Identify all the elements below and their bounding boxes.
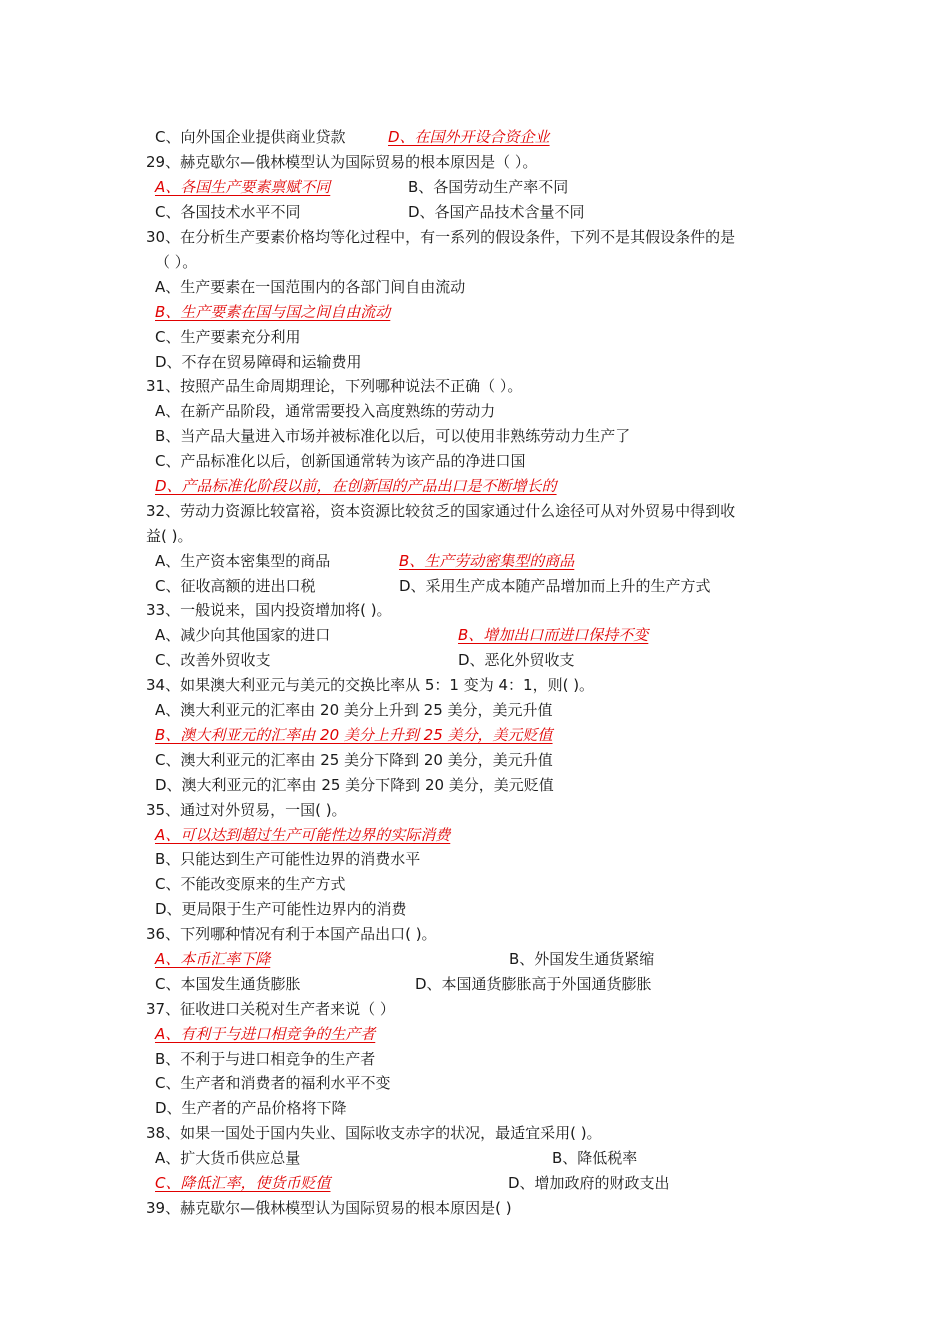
line-text: 35、通过对外贸易，一国( )。 [146, 801, 347, 819]
line-text: C、产品标准化以后，创新国通常转为该产品的净进口国 [155, 452, 526, 470]
option-line [155, 476, 569, 496]
option-line [155, 302, 404, 322]
line-text: C、改善外贸收支 [155, 651, 271, 669]
option-line [155, 949, 655, 969]
line-text: B、不利于与进口相竞争的生产者 [155, 1050, 376, 1068]
line-text: 32、劳动力资源比较富裕，资本资源比较贫乏的国家通过什么途径可从对外贸易中得到收 [146, 502, 736, 520]
line-text: C、生产者和消费者的福利水平不变 [155, 1074, 391, 1092]
line-text: D、澳大利亚元的汇率由 25 美分下降到 20 美分，美元贬值 [155, 776, 554, 794]
option-line [155, 401, 495, 421]
option-line [155, 451, 525, 471]
line-text: 39、赫克歇尔—俄林模型认为国际贸易的根本原因是( ) [146, 1199, 512, 1217]
line-text: D、本国通货膨胀高于外国通货膨胀 [415, 975, 652, 993]
question-line [146, 376, 522, 396]
line-text: D、恶化外贸收支 [458, 651, 575, 669]
line-text: 29、赫克歇尔—俄林模型认为国际贸易的根本原因是（ ）。 [146, 153, 538, 171]
option-line [155, 576, 711, 596]
line-text: 37、征收进口关税对生产者来说（ ） [146, 1000, 395, 1018]
line-text: B、降低税率 [552, 1149, 638, 1167]
question-line [146, 999, 395, 1019]
question-line [146, 924, 437, 944]
answer-text: B、澳大利亚元的汇率由 20 美分上升到 25 美分，美元贬值 [155, 726, 553, 744]
option-line [155, 750, 553, 770]
question-line [146, 1123, 602, 1143]
answer-text: A、可以达到超过生产可能性边界的实际消费 [155, 826, 451, 844]
line-text: D、不存在贸易障碍和运输费用 [155, 353, 362, 371]
line-text: C、向外国企业提供商业贷款 [155, 128, 346, 146]
option-line [155, 252, 197, 272]
line-text: A、扩大货币供应总量 [155, 1149, 301, 1167]
line-text: 30、在分析生产要素价格均等化过程中，有一系列的假设条件，下列不是其假设条件的是 [146, 228, 736, 246]
option-line [155, 849, 420, 869]
line-text: B、只能达到生产可能性边界的消费水平 [155, 850, 421, 868]
line-text: C、不能改变原来的生产方式 [155, 875, 346, 893]
option-line [155, 725, 553, 745]
line-text: D、采用生产成本随产品增加而上升的生产方式 [399, 577, 711, 595]
line-text: C、征收高额的进出口税 [155, 577, 316, 595]
question-line [146, 675, 594, 695]
line-text: B、外国发生通货紧缩 [509, 950, 655, 968]
line-text: C、澳大利亚元的汇率由 25 美分下降到 20 美分，美元升值 [155, 751, 553, 769]
question-line [146, 501, 735, 521]
question-line [146, 1198, 512, 1218]
option-line [155, 202, 585, 222]
line-text: C、各国技术水平不同 [155, 203, 301, 221]
line-text: 31、按照产品生命周期理论，下列哪种说法不正确（ ）。 [146, 377, 523, 395]
option-line [155, 974, 652, 994]
option-line [155, 825, 450, 845]
answer-text: D、产品标准化阶段以前，在创新国的产品出口是不断增长的 [155, 477, 557, 495]
option-line [155, 775, 554, 795]
line-text: 38、如果一国处于国内失业、国际收支赤字的状况，最适宜采用( )。 [146, 1124, 602, 1142]
option-line [155, 1148, 638, 1168]
option-line [155, 127, 550, 147]
question-line [146, 526, 192, 546]
option-line [155, 277, 465, 297]
option-line [155, 1173, 670, 1193]
line-text: （ ）。 [155, 253, 198, 271]
line-text: 36、下列哪种情况有利于本国产品出口( )。 [146, 925, 437, 943]
option-line [155, 177, 569, 197]
line-text: D、各国产品技术含量不同 [408, 203, 585, 221]
line-text: B、当产品大量进入市场并被标准化以后，可以使用非熟练劳动力生产了 [155, 427, 631, 445]
line-text: A、生产要素在一国范围内的各部门间自由流动 [155, 278, 466, 296]
answer-text: A、各国生产要素禀赋不同 [155, 178, 331, 196]
option-line [155, 700, 553, 720]
question-line [146, 152, 537, 172]
line-text: D、生产者的产品价格将下降 [155, 1099, 347, 1117]
line-text: A、在新产品阶段，通常需要投入高度熟练的劳动力 [155, 402, 496, 420]
line-text: C、本国发生通货膨胀 [155, 975, 301, 993]
answer-text: A、有利于与进口相竞争的生产者 [155, 1025, 376, 1043]
line-text: B、各国劳动生产率不同 [408, 178, 569, 196]
line-text: D、更局限于生产可能性边界内的消费 [155, 900, 407, 918]
option-line [155, 327, 300, 347]
option-line [155, 625, 649, 645]
option-line [155, 1073, 390, 1093]
option-line [155, 1024, 375, 1044]
option-line [155, 899, 407, 919]
option-line [155, 1098, 347, 1118]
line-text: A、澳大利亚元的汇率由 20 美分上升到 25 美分，美元升值 [155, 701, 553, 719]
line-text: D、增加政府的财政支出 [508, 1174, 670, 1192]
line-text: 34、如果澳大利亚元与美元的交换比率从 5：1 变为 4：1，则( )。 [146, 676, 595, 694]
question-line [146, 800, 347, 820]
answer-text: A、本币汇率下降 [155, 950, 271, 968]
option-line [155, 1049, 375, 1069]
question-line [146, 227, 735, 247]
line-text: 益( )。 [146, 527, 193, 545]
option-line [155, 650, 575, 670]
option-line [155, 426, 630, 446]
line-text: A、减少向其他国家的进口 [155, 626, 331, 644]
answer-text: B、生产要素在国与国之间自由流动 [155, 303, 391, 321]
answer-text: B、生产劳动密集型的商品 [399, 552, 575, 570]
line-text: A、生产资本密集型的商品 [155, 552, 331, 570]
answer-text: B、增加出口而进口保持不变 [458, 626, 649, 644]
option-line [155, 352, 362, 372]
answer-text: D、在国外开设合资企业 [388, 128, 550, 146]
question-line [146, 600, 392, 620]
line-text: 33、一般说来，国内投资增加将( )。 [146, 601, 392, 619]
option-line [155, 551, 575, 571]
option-line [155, 874, 345, 894]
line-text: C、生产要素充分利用 [155, 328, 301, 346]
answer-text: C、降低汇率，使货币贬值 [155, 1174, 331, 1192]
